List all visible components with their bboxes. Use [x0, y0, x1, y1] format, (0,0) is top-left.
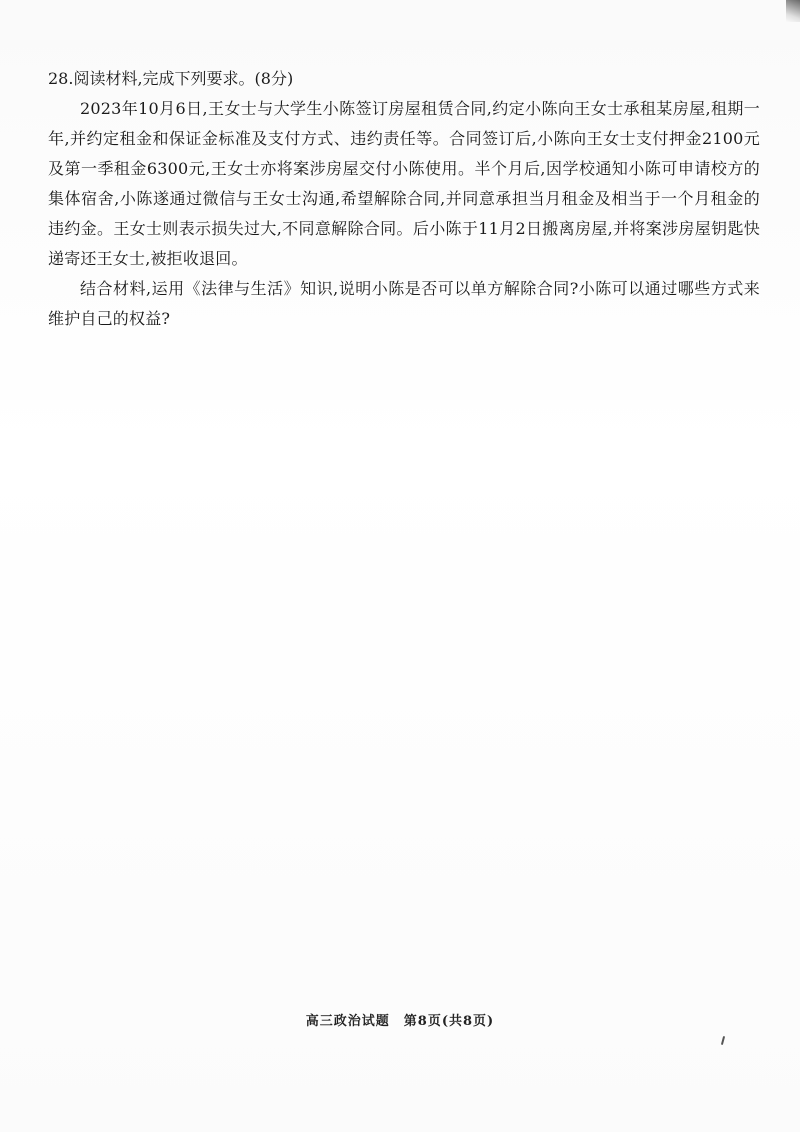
scan-edge-mark: [786, 0, 800, 22]
question-heading: 28.阅读材料,完成下列要求。(8分): [48, 69, 294, 88]
material-paragraph: 2023年10月6日,王女士与大学生小陈签订房屋租赁合同,约定小陈向王女士承租某房屋,租期一年,并约定租金和保证金标准及支付方式、违约责任等。合同签订后,小陈向王女士支付押金2100元及第一季租金6300元,王女士亦将案涉房屋交付小陈使用。半个月后,因学校通知小陈可申请校方的集体宿舍,小陈遂通过微信与王女士沟通,希望解除合同,并同意承担当月租金及相当于一个月租金的违约金。王女士则表示损失过大,不同意解除合同。后小陈于11月2日搬离房屋,并将案涉房屋钥匙快递寄还王女士,被拒收退回。: [48, 99, 760, 268]
question-28: [48, 64, 760, 334]
question-prompt: 结合材料,运用《法律与生活》知识,说明小陈是否可以单方解除合同?小陈可以通过哪些方式来维护自己的权益?: [48, 279, 760, 328]
scan-speck: [721, 1036, 725, 1045]
page-footer: 高三政治试题 第8页(共8页): [305, 1014, 495, 1029]
